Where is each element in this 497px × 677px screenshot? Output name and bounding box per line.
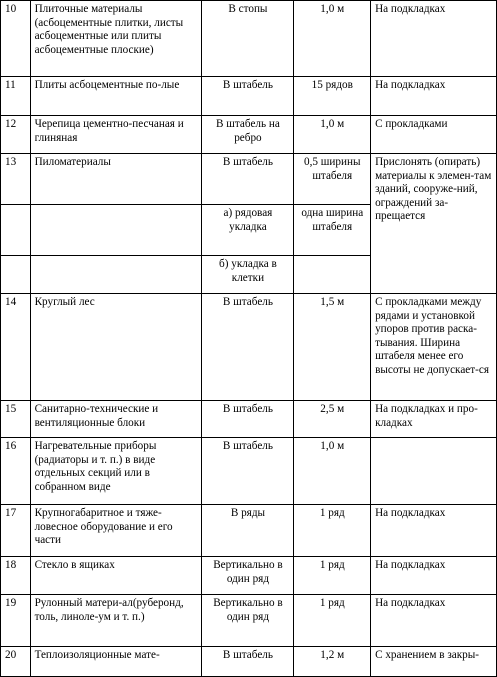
row-number: 19 — [1, 595, 31, 647]
stack-height: 0,5 ширины штабеля — [294, 154, 371, 205]
row-number: 15 — [1, 401, 31, 438]
storage-note: На подкладках — [371, 77, 497, 116]
stack-height: одна ширина штабеля — [294, 205, 371, 256]
storage-method: В штабель — [202, 154, 294, 205]
material-name: Теплоизоляционные мате- — [30, 647, 202, 677]
material-name: Крупногабаритное и тяже-ловесное оборудование и его части — [30, 505, 202, 557]
storage-note: На подкладках — [371, 557, 497, 595]
stack-height: 1 ряд — [294, 505, 371, 557]
table-row — [1, 154, 497, 205]
row-number: 20 — [1, 647, 31, 677]
stack-height: 15 рядов — [294, 77, 371, 116]
table-row — [1, 116, 497, 154]
material-name — [30, 256, 202, 294]
stack-height: 1,0 м — [294, 438, 371, 505]
row-number: 18 — [1, 557, 31, 595]
stack-height — [294, 256, 371, 294]
material-name: Круглый лес — [30, 294, 202, 401]
storage-method: В штабель — [202, 438, 294, 505]
table-row — [1, 595, 497, 647]
material-name: Плиты асбоцементные по-лые — [30, 77, 202, 116]
storage-method: В стопы — [202, 1, 294, 77]
row-number: 16 — [1, 438, 31, 505]
material-name: Нагревательные приборы (радиаторы и т. п.) в виде отдельных секций или в собранном виде — [30, 438, 202, 505]
storage-note: На подкладках и про-кладках — [371, 401, 497, 438]
row-number: 14 — [1, 294, 31, 401]
storage-note: На подкладках — [371, 595, 497, 647]
table-row — [1, 77, 497, 116]
material-name: Стекло в ящиках — [30, 557, 202, 595]
storage-note: С хранением в закры- — [371, 647, 497, 677]
storage-method: В штабель — [202, 401, 294, 438]
storage-note: На подкладках — [371, 1, 497, 77]
row-number: 17 — [1, 505, 31, 557]
table-row — [1, 1, 497, 77]
stack-height: 1 ряд — [294, 595, 371, 647]
material-name: Плиточные материалы (асбоцементные плитки, листы асбоцементные или плиты асбоцементные плоские) — [30, 1, 202, 77]
storage-note: С прокладками между рядами и установкой упоров против раска-тывания. Ширина штабеля менее его высоты не допускает-ся — [371, 294, 497, 401]
storage-note: С прокладками — [371, 116, 497, 154]
storage-method: б) укладка в клетки — [202, 256, 294, 294]
material-name: Рулонный матери-ал(руберонд, толь, линоле-ум и т. п.) — [30, 595, 202, 647]
stack-height: 1 ряд — [294, 557, 371, 595]
storage-method: В штабель — [202, 647, 294, 677]
row-number: 10 — [1, 1, 31, 77]
table-row — [1, 505, 497, 557]
storage-method: В штабель — [202, 294, 294, 401]
table-row — [1, 438, 497, 505]
table-row — [1, 647, 497, 677]
storage-method: а) рядовая укладка — [202, 205, 294, 256]
row-number: 12 — [1, 116, 31, 154]
storage-note: На подкладках — [371, 505, 497, 557]
material-name: Черепица цементно-песчаная и глиняная — [30, 116, 202, 154]
stack-height: 1,2 м — [294, 647, 371, 677]
table-row — [1, 294, 497, 401]
storage-note — [371, 438, 497, 505]
row-number: 11 — [1, 77, 31, 116]
storage-note: Прислонять (опирать) материалы к элемен-там зданий, сооруже-ний, ограждений за-прещается — [371, 154, 497, 294]
storage-method: В штабель — [202, 77, 294, 116]
table-row — [1, 401, 497, 438]
material-name: Пиломатериалы — [30, 154, 202, 205]
stack-height: 1,0 м — [294, 1, 371, 77]
material-name — [30, 205, 202, 256]
material-name: Санитарно-технические и вентиляционные блоки — [30, 401, 202, 438]
storage-method: Вертикально в один ряд — [202, 557, 294, 595]
row-number — [1, 256, 31, 294]
storage-method: В ряды — [202, 505, 294, 557]
stack-height: 2,5 м — [294, 401, 371, 438]
stack-height: 1,5 м — [294, 294, 371, 401]
row-number — [1, 205, 31, 256]
stack-height: 1,0 м — [294, 116, 371, 154]
table-row — [1, 557, 497, 595]
row-number: 13 — [1, 154, 31, 205]
storage-method: В штабель на ребро — [202, 116, 294, 154]
storage-method: Вертикально в один ряд — [202, 595, 294, 647]
